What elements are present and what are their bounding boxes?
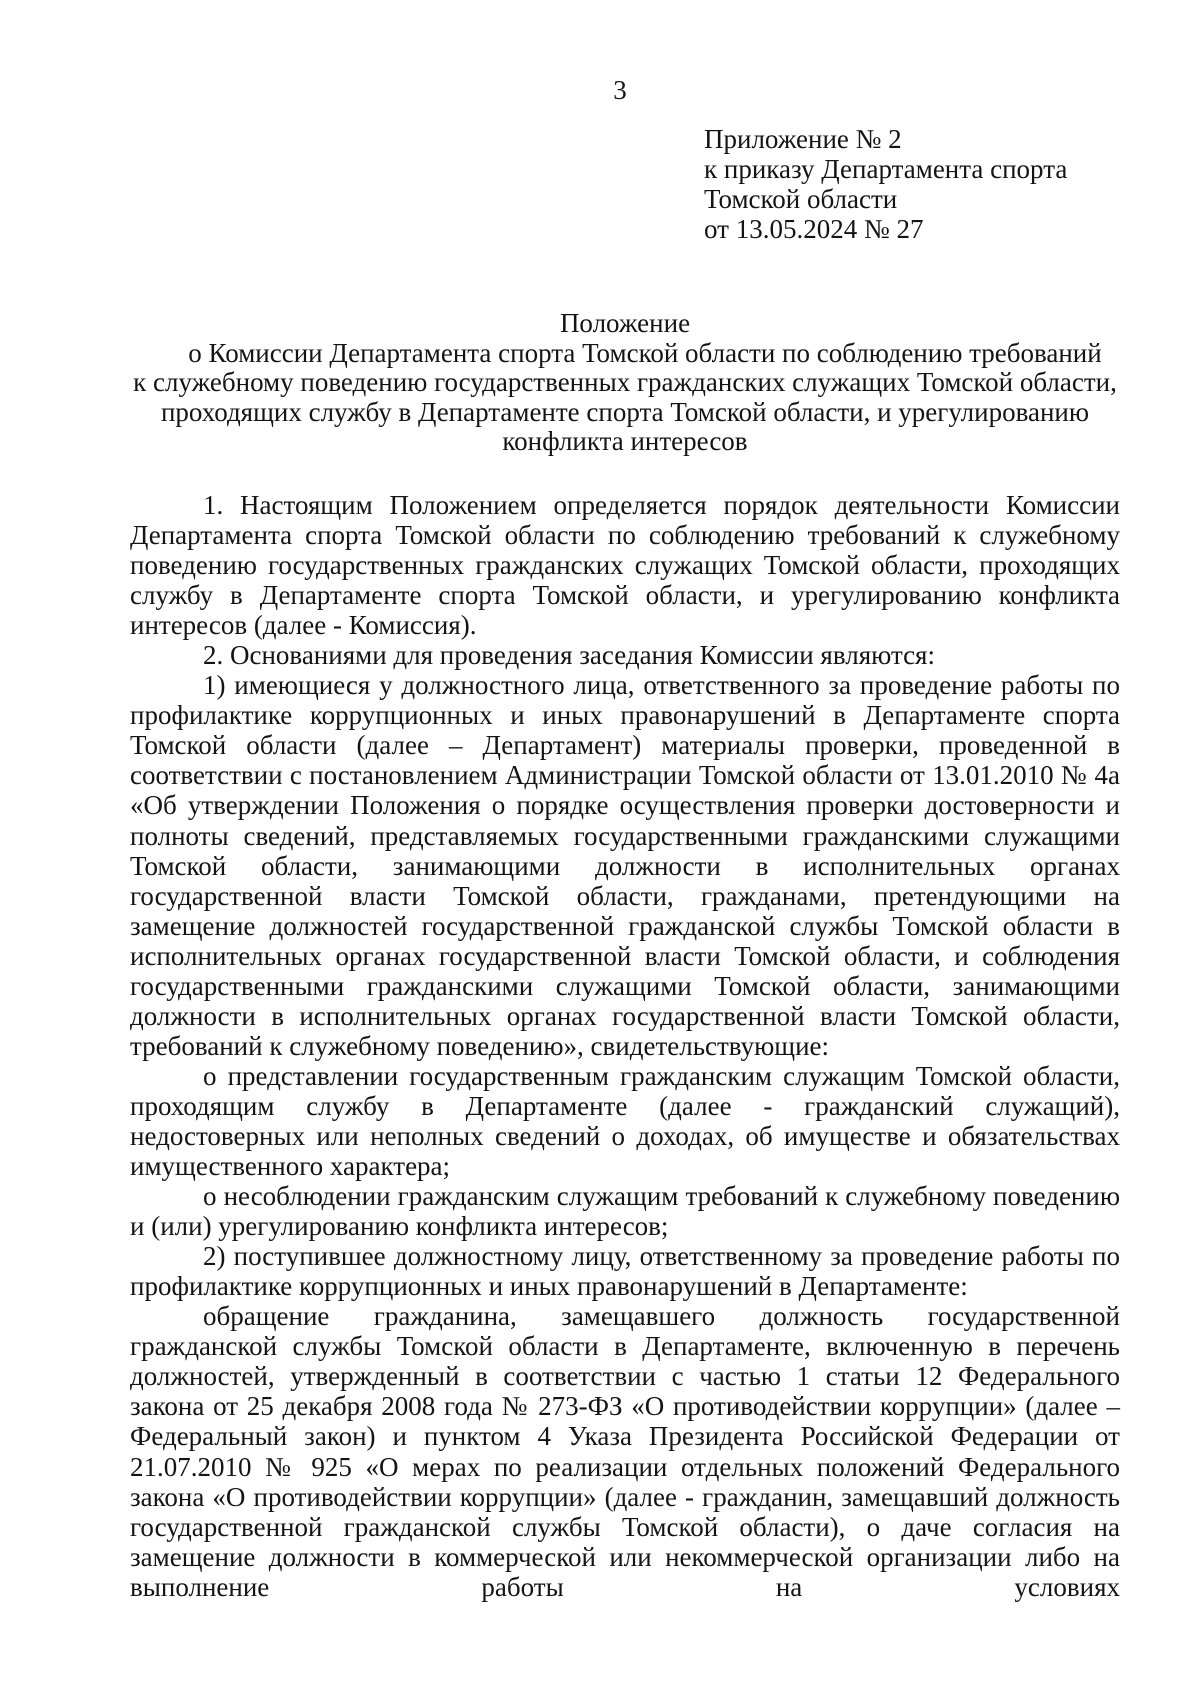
title-line-3: проходящих службу в Департаменте спорта Томской области, и урегулированию [160,396,1090,427]
paragraph-2-1-a: о представлении государственным гражданским служащим Томской области, проходящим службу в Департаменте (далее - гражданский служащий), недостоверных или неполных сведений о доходах, об имуществе и обязательствах имущественного характера; [130,1060,1120,1182]
appendix-line-3: Томской области [704,184,898,214]
title-line-2: к служебному поведению государственных гражданских служащих Томской области, [133,367,1117,397]
paragraph-2-2-a: обращение гражданина, замещавшего должность государственной гражданской службы Томской области в Департаменте, включенную в перечень должностей, утвержденный в соответствии с частью 1 статьи 12 Федерального закона от 25 декабря 2008 года № 273-ФЗ «О противодействии коррупции» (далее – Федеральный закон) и пунктом 4 Указа Президента Российской Федерации от 21.07.2010 № 925 «О мерах по реализации отдельных положений Федерального закона «О противодействии коррупции» (далее - гражданин, замещавший должность государственной гражданской службы Томской области), о даче согласия на замещение должности в коммерческой или некоммерческой организации либо на выполнение работы на условиях [130,1301,1120,1602]
page-number: 3 [613,75,627,105]
paragraph-2-1: 1) имеющиеся у должностного лица, ответственного за проведение работы по профилактике коррупционных и иных правонарушений в Департаменте спорта Томской области (далее – Департамент) материалы проверки, проведенной в соответствии с постановлением Администрации Томской области от 13.01.2010 № 4а «Об утверждении Положения о порядке осуществления проверки достоверности и полноты сведений, представляемых государственными гражданскими служащими Томской области, занимающими должности в исполнительных органах государственной власти Томской области, гражданами, претендующими на замещение должностей государственной гражданской службы Томской области в исполнительных органах государственной власти Томской области, и соблюдения государственными гражданскими служащими Томской области, занимающими должности в исполнительных органах государственной власти Томской области, требований к служебному поведению», свидетельствующие: [130,670,1120,1061]
paragraph-2-1-b: о несоблюдении гражданским служащим требований к служебному поведению и (или) урегулированию конфликта интересов; [130,1181,1120,1242]
appendix-header [704,124,1067,244]
appendix-line-4: от 13.05.2024 № 27 [704,214,924,244]
title-heading: Положение [559,308,691,338]
paragraph-2-2: 2) поступившее должностному лицу, ответственному за проведение работы по профилактике коррупционных и иных правонарушений в Департаменте: [130,1241,1120,1302]
appendix-line-2: к приказу Департамента спорта [704,154,1068,184]
paragraph-2: 2. Основаниями для проведения заседания Комиссии являются: [203,640,935,671]
document-body [130,490,1120,1602]
document-title [130,309,1120,457]
paragraph-1: 1. Настоящим Положением определяется порядок деятельности Комиссии Департамента спорта Томской области по соблюдению требований к служебному поведению государственных гражданских служащих Томской области, проходящих службу в Департаменте спорта Томской области, и урегулированию конфликта интересов (далее - Комиссия). [130,490,1120,641]
appendix-line-1: Приложение № 2 [704,124,902,154]
title-line-1: о Комиссии Департамента спорта Томской области по соблюдению требований [188,337,1102,368]
title-line-4: конфликта интересов [502,426,748,456]
